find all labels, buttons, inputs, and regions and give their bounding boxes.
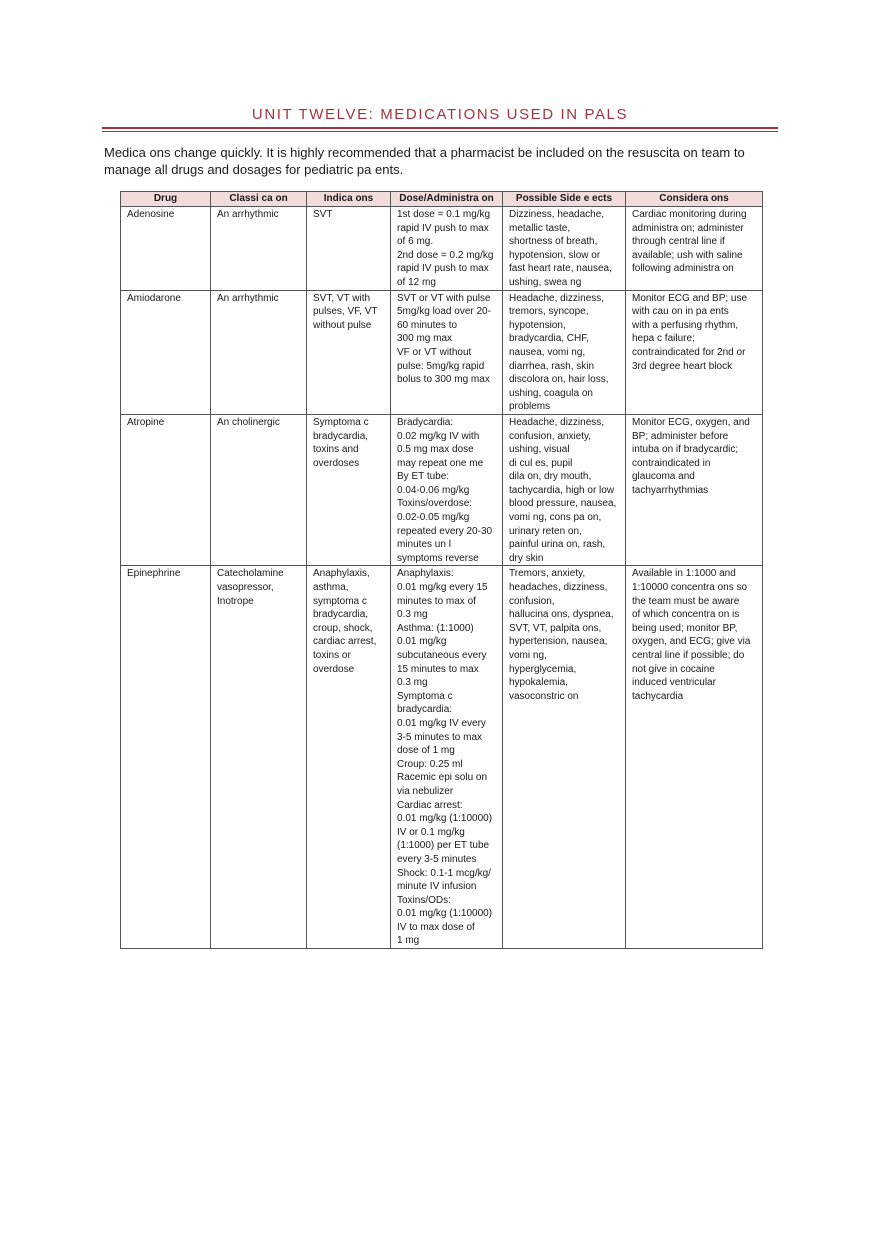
cell-line: administra on; administer [632, 222, 744, 234]
cell-line: Amiodarone [127, 292, 181, 304]
header-considerations: Considera ons [626, 192, 763, 207]
cell-line: contraindicated in [632, 457, 711, 469]
cell-line: confusion, anxiety, [509, 430, 592, 442]
cell-line: with cau on in pa ents [632, 306, 729, 318]
cell-line: diarrhea, rash, skin [509, 360, 595, 372]
cell-line: available; ush with saline [632, 249, 743, 261]
title-rule-thick [102, 127, 778, 129]
cell-line: ushing, swea ng [509, 276, 582, 288]
considerations-cell [626, 566, 763, 949]
cell-line: shortness of breath, [509, 236, 598, 248]
cell-line: 0.5 mg max dose [397, 444, 474, 456]
cell-line: (1:1000) per ET tube [397, 840, 490, 852]
cell-line: following administra on [632, 263, 734, 275]
cell-line: 0.3 mg [397, 677, 428, 689]
cell-line: being used; monitor BP, [632, 622, 738, 634]
cell-line: of 12 mg [397, 276, 436, 288]
side-effects-cell [503, 207, 626, 291]
cell-line: minutes un l [397, 539, 451, 551]
cell-line: tachyarrhythmias [632, 484, 709, 496]
cell-line: without pulse [313, 319, 372, 331]
cell-line: nausea, vomi ng, [509, 346, 586, 358]
classification-cell [211, 414, 307, 566]
cell-line: overdose [313, 663, 355, 675]
header-dose: Dose/Administra on [391, 192, 503, 207]
cell-line: vasopressor, [217, 582, 274, 594]
header-indications: Indica ons [307, 192, 391, 207]
cell-line: pulses, VF, VT [313, 306, 378, 318]
cell-line: Anaphylaxis, [313, 568, 370, 580]
cell-line: induced ventricular [632, 677, 716, 689]
cell-line: 3rd degree heart block [632, 360, 733, 372]
header-side-effects: Possible Side e ects [503, 192, 626, 207]
cell-line: Epinephrine [127, 568, 181, 580]
cell-line: dila on, dry mouth, [509, 471, 592, 483]
cell-line: Headache, dizziness, [509, 416, 605, 428]
cell-line: 0.3 mg [397, 609, 428, 621]
title-rule-thin [102, 131, 778, 132]
cell-line: hyperglycemia, [509, 663, 577, 675]
cell-line: 60 minutes to [397, 319, 458, 331]
cell-line: IV to max dose of [397, 921, 475, 933]
indications-cell [307, 566, 391, 949]
cell-line: Headache, dizziness, [509, 292, 605, 304]
cell-line: 1 mg [397, 935, 420, 947]
medications-table [120, 191, 763, 949]
cell-line: vomi ng, cons pa on, [509, 512, 602, 524]
cell-line: An arrhythmic [217, 292, 279, 304]
cell-line: asthma, [313, 582, 349, 594]
cell-line: pulse: 5mg/kg rapid [397, 360, 485, 372]
cell-line: subcutaneous every [397, 650, 487, 661]
cell-line: 1:10000 concentra ons so [632, 582, 748, 594]
cell-line: the team must be aware [632, 595, 740, 607]
cell-line: Atropine [127, 416, 165, 428]
cell-line: tremors, syncope, [509, 306, 589, 318]
table-body [121, 207, 763, 949]
cell-line: problems [509, 401, 551, 413]
cell-line: An arrhythmic [217, 209, 279, 220]
cell-line: vomi ng, [509, 650, 547, 661]
cell-line: intuba on if bradycardic; [632, 444, 739, 456]
cell-line: SVT or VT with pulse [397, 292, 491, 304]
cell-line: headaches, dizziness, [509, 582, 608, 594]
cell-line: 1st dose = 0.1 mg/kg [397, 209, 491, 220]
cell-line: urinary reten on, [509, 525, 582, 537]
cell-line: 15 minutes to max [397, 663, 479, 675]
cell-line: rapid IV push to max [397, 263, 489, 275]
drug-cell [121, 566, 211, 949]
cell-line: symptoma c [313, 595, 367, 607]
intro-paragraph: Medica ons change quickly. It is highly recommended that a pharmacist be included on the resuscita on team to manage all drugs and dosages for pediatric pa ents. [104, 145, 745, 177]
cell-line: with a perfusing rhythm, [632, 319, 739, 331]
cell-line: overdoses [313, 457, 360, 469]
cell-line: hallucina ons, dyspnea, [509, 609, 614, 621]
cell-line: bradycardia, [313, 609, 369, 621]
cell-line: Monitor ECG, oxygen, and [632, 416, 750, 428]
cell-line: tachycardia, high or low [509, 484, 615, 496]
cell-line: metallic taste, [509, 222, 571, 234]
table-row [121, 414, 763, 566]
header-classification: Classi ca on [211, 192, 307, 207]
cell-line: vasoconstric on [509, 690, 579, 702]
cell-line: through central line if [632, 236, 725, 248]
cell-line: 0.01 mg/kg every 15 [397, 582, 488, 594]
considerations-cell [626, 414, 763, 566]
dose-cell [391, 290, 503, 414]
cell-line: Toxins/ODs: [397, 894, 451, 906]
cell-line: Cardiac monitoring during [632, 209, 747, 220]
cell-line: cardiac arrest, [313, 636, 377, 648]
cell-line: hypokalemia, [509, 677, 568, 689]
cell-line: Cardiac arrest: [397, 799, 463, 811]
cell-line: 0.02-0.05 mg/kg [397, 512, 470, 524]
cell-line: SVT, VT with [313, 292, 371, 304]
cell-line: fast heart rate, nausea, [509, 263, 612, 275]
dose-cell [391, 566, 503, 949]
cell-line: of which concentra on is [632, 609, 740, 621]
cell-line: of 6 mg. [397, 236, 434, 248]
cell-line: Adenosine [127, 209, 175, 220]
cell-line: Bradycardia: [397, 416, 454, 428]
cell-line: oxygen, and ECG; give via [632, 636, 751, 648]
cell-line: repeated every 20-30 [397, 525, 493, 537]
table-row [121, 566, 763, 949]
cell-line: Available in 1:1000 and [632, 568, 736, 580]
cell-line: hepa c failure; [632, 333, 695, 345]
cell-line: Symptoma c [313, 416, 369, 428]
drug-cell [121, 414, 211, 566]
cell-line: Anaphylaxis: [397, 568, 454, 580]
cell-line: 0.01 mg/kg (1:10000) [397, 813, 493, 825]
indications-cell [307, 414, 391, 566]
cell-line: SVT, VT, palpita ons, [509, 622, 602, 634]
cell-line: Dizziness, headache, [509, 209, 605, 220]
cell-line: bradycardia, CHF, [509, 333, 590, 345]
cell-line: blood pressure, nausea, [509, 498, 617, 510]
dose-cell [391, 414, 503, 566]
cell-line: SVT [313, 209, 333, 220]
table-header-row [121, 192, 763, 207]
drug-cell [121, 207, 211, 291]
cell-line: contraindicated for 2nd or [632, 346, 746, 358]
cell-line: bradycardia: [397, 704, 453, 716]
header-drug: Drug [121, 192, 211, 207]
cell-line: 0.02 mg/kg IV with [397, 430, 480, 442]
cell-line: Inotrope [217, 595, 254, 607]
cell-line: glaucoma and [632, 471, 695, 483]
cell-line: 3-5 minutes to max [397, 731, 483, 743]
cell-line: painful urina on, rash, [509, 539, 606, 551]
cell-line: bolus to 300 mg max [397, 374, 490, 386]
side-effects-cell [503, 566, 626, 949]
cell-line: may repeat one me [397, 457, 484, 469]
side-effects-cell [503, 290, 626, 414]
cell-line: 5mg/kg load over 20- [397, 306, 491, 318]
table-row [121, 207, 763, 291]
cell-line: 0.01 mg/kg (1:10000) [397, 908, 493, 920]
cell-line: ushing, visual [509, 444, 570, 456]
cell-line: BP; administer before [632, 430, 729, 442]
cell-line: Monitor ECG and BP; use [632, 292, 748, 304]
classification-cell [211, 207, 307, 291]
cell-line: ushing, coagula on [509, 387, 593, 399]
considerations-cell [626, 290, 763, 414]
cell-line: di cul es, pupil [509, 457, 573, 469]
cell-line: 300 mg max [397, 333, 453, 345]
cell-line: 0.01 mg/kg IV every [397, 717, 486, 729]
cell-line: VF or VT without [397, 346, 472, 358]
cell-line: hypotension, [509, 319, 566, 331]
cell-line: symptoms reverse [397, 552, 479, 564]
cell-line: Racemic epi solu on [397, 772, 488, 784]
indications-cell [307, 290, 391, 414]
page-title: UNIT TWELVE: MEDICATIONS USED IN PALS [251, 106, 629, 123]
cell-line: not give in cocaine [632, 663, 715, 675]
cell-line: confusion, [509, 595, 555, 607]
cell-line: bradycardia, [313, 430, 369, 442]
cell-line: toxins and [313, 444, 359, 456]
cell-line: 0.01 mg/kg [397, 636, 447, 648]
cell-line: rapid IV push to max [397, 222, 489, 234]
cell-line: By ET tube: [397, 471, 450, 483]
cell-line: Asthma: (1:1000) [397, 622, 474, 634]
cell-line: Tremors, anxiety, [509, 568, 586, 580]
cell-line: every 3-5 minutes [397, 853, 477, 865]
dose-cell [391, 207, 503, 291]
cell-line: dry skin [509, 552, 544, 564]
classification-cell [211, 566, 307, 949]
cell-line: discolora on, hair loss, [509, 374, 609, 386]
considerations-cell [626, 207, 763, 291]
cell-line: croup, shock, [313, 622, 373, 634]
cell-line: via nebulizer [397, 785, 454, 797]
indications-cell [307, 207, 391, 291]
cell-line: Toxins/overdose: [397, 498, 473, 510]
side-effects-cell [503, 414, 626, 566]
cell-line: central line if possible; do [632, 650, 745, 661]
cell-line: minutes to max of [397, 595, 476, 607]
cell-line: toxins or [313, 650, 351, 661]
cell-line: Symptoma c [397, 690, 453, 702]
cell-line: hypertension, nausea, [509, 636, 608, 648]
cell-line: Shock: 0.1-1 mcg/kg/ [397, 867, 491, 879]
cell-line: minute IV infusion [397, 881, 477, 893]
cell-line: 0.04-0.06 mg/kg [397, 484, 470, 496]
cell-line: dose of 1 mg [397, 745, 455, 757]
table-row [121, 290, 763, 414]
cell-line: hypotension, slow or [509, 249, 601, 261]
cell-line: tachycardia [632, 690, 684, 702]
cell-line: IV or 0.1 mg/kg [397, 826, 465, 838]
drug-cell [121, 290, 211, 414]
cell-line: An cholinergic [217, 416, 280, 428]
cell-line: Catecholamine [217, 568, 284, 580]
classification-cell [211, 290, 307, 414]
cell-line: 2nd dose = 0.2 mg/kg [397, 249, 494, 261]
cell-line: Croup: 0.25 ml [397, 758, 463, 770]
